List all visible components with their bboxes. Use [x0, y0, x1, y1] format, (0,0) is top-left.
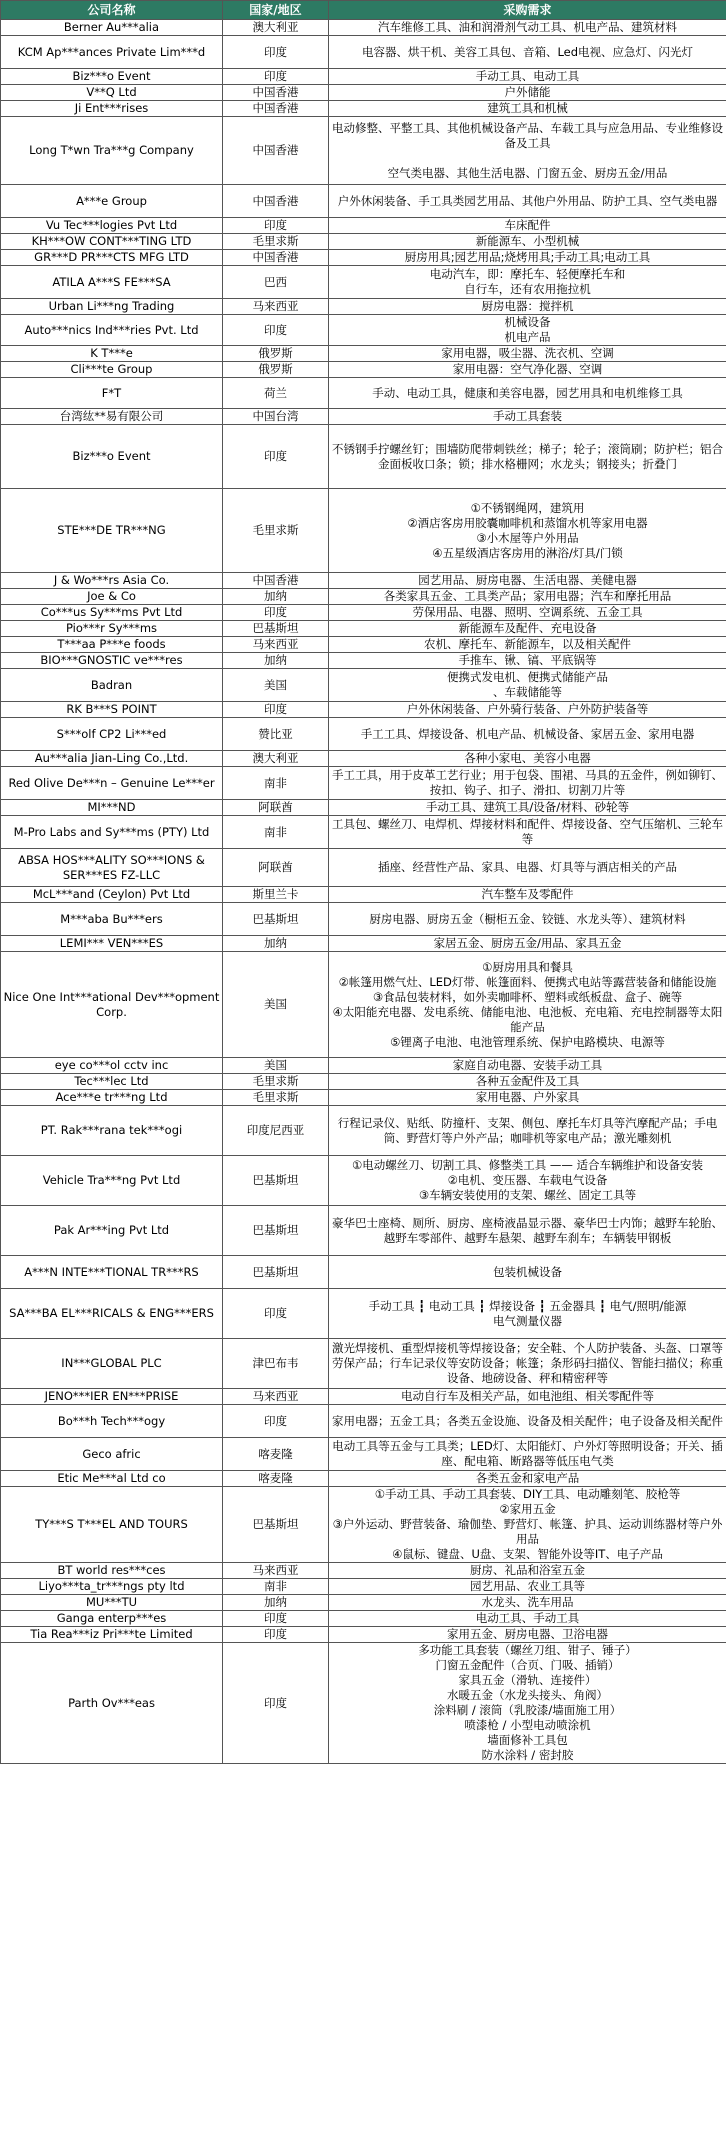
header-purchase-demand: 采购需求	[329, 1, 726, 20]
purchase-demand-cell: 家用电器：空气净化器、空调	[329, 362, 726, 378]
purchase-demand-cell: 各类五金和家电产品	[329, 1471, 726, 1487]
company-name-cell: M***aba Bu***ers	[1, 903, 223, 936]
table-row	[1, 1389, 726, 1405]
purchase-demand-cell: 电动工具等五金与工具类；LED灯、太阳能灯、户外灯等照明设备；开关、插座、配电箱、断路器等低压电气类	[329, 1438, 726, 1471]
purchase-demand-cell: 各种五金配件及工具	[329, 1074, 726, 1090]
table-row	[1, 315, 726, 346]
country-region-cell: 加纳	[223, 936, 329, 952]
country-region-cell: 印度	[223, 218, 329, 234]
table-row	[1, 1256, 726, 1289]
company-name-cell: SA***BA EL***RICALS & ENG***ERS	[1, 1289, 223, 1339]
table-row	[1, 69, 726, 85]
table-row	[1, 1438, 726, 1471]
company-name-cell: M-Pro Labs and Sy***ms (PTY) Ltd	[1, 816, 223, 849]
table-row	[1, 1487, 726, 1563]
country-region-cell: 斯里兰卡	[223, 887, 329, 903]
table-row	[1, 36, 726, 69]
header-country-region: 国家/地区	[223, 1, 329, 20]
table-row	[1, 489, 726, 573]
country-region-cell: 印度	[223, 1611, 329, 1627]
purchase-demand-cell: 厨房电器：搅拌机	[329, 299, 726, 315]
country-region-cell: 喀麦隆	[223, 1438, 329, 1471]
purchase-demand-cell: 手动工具套装	[329, 409, 726, 425]
company-name-cell: LEMI*** VEN***ES	[1, 936, 223, 952]
purchase-demand-cell: 电动工具、手动工具	[329, 1611, 726, 1627]
company-name-cell: Au***alia Jian-Ling Co.,Ltd.	[1, 751, 223, 767]
table-row	[1, 234, 726, 250]
country-region-cell: 马来西亚	[223, 1389, 329, 1405]
purchase-demand-cell: 户外储能	[329, 85, 726, 101]
table-row	[1, 751, 726, 767]
purchase-demand-cell: 户外休闲装备、户外骑行装备、户外防护装备等	[329, 702, 726, 718]
country-region-cell: 美国	[223, 669, 329, 702]
company-name-cell: Long T*wn Tra***g Company	[1, 117, 223, 185]
country-region-cell: 印度	[223, 702, 329, 718]
company-name-cell: A***e Group	[1, 185, 223, 218]
company-name-cell: JENO***IER EN***PRISE	[1, 1389, 223, 1405]
purchase-demand-cell: 电动自行车及相关产品，如电池组、相关零配件等	[329, 1389, 726, 1405]
table-row	[1, 1058, 726, 1074]
company-name-cell: McL***and (Ceylon) Pvt Ltd	[1, 887, 223, 903]
purchase-demand-cell: 工具包、螺丝刀、电焊机、焊接材料和配件、焊接设备、空气压缩机、三轮车等	[329, 816, 726, 849]
country-region-cell: 俄罗斯	[223, 362, 329, 378]
company-name-cell: RK B***S POINT	[1, 702, 223, 718]
table-row	[1, 936, 726, 952]
purchase-demand-cell: 手动工具、电动工具	[329, 69, 726, 85]
table-row	[1, 1563, 726, 1579]
table-row	[1, 378, 726, 409]
company-name-cell: ABSA HOS***ALITY SO***IONS & SER***ES FZ-LLC	[1, 849, 223, 887]
table-row	[1, 702, 726, 718]
purchase-demand-cell: 劳保用品、电器、照明、空调系统、五金工具	[329, 605, 726, 621]
table-row	[1, 849, 726, 887]
table-row	[1, 117, 726, 185]
table-row	[1, 85, 726, 101]
purchase-demand-cell: 厨房电器、厨房五金（橱柜五金、铰链、水龙头等）、建筑材料	[329, 903, 726, 936]
company-name-cell: Pak Ar***ing Pvt Ltd	[1, 1206, 223, 1256]
country-region-cell: 中国香港	[223, 101, 329, 117]
country-region-cell: 印度	[223, 1627, 329, 1643]
country-region-cell: 印度	[223, 315, 329, 346]
country-region-cell: 马来西亚	[223, 1563, 329, 1579]
company-name-cell: Ji Ent***rises	[1, 101, 223, 117]
table-row	[1, 816, 726, 849]
country-region-cell: 加纳	[223, 589, 329, 605]
purchase-demand-cell: 家庭自动电器、安装手动工具	[329, 1058, 726, 1074]
table-row	[1, 1090, 726, 1106]
purchase-demand-cell: 手动工具 ┇ 电动工具 ┇ 焊接设备 ┇ 五金器具 ┇ 电气/照明/能源 电气测量仪器	[329, 1289, 726, 1339]
company-name-cell: Vehicle Tra***ng Pvt Ltd	[1, 1156, 223, 1206]
country-region-cell: 巴基斯坦	[223, 1487, 329, 1563]
company-name-cell: Geco afric	[1, 1438, 223, 1471]
country-region-cell: 喀麦隆	[223, 1471, 329, 1487]
company-name-cell: Vu Tec***logies Pvt Ltd	[1, 218, 223, 234]
table-row	[1, 250, 726, 266]
purchase-demand-cell: 户外休闲装备、手工具类园艺用品、其他户外用品、防护工具、空气类电器	[329, 185, 726, 218]
purchase-demand-cell: 汽车整车及零配件	[329, 887, 726, 903]
company-name-cell: STE***DE TR***NG	[1, 489, 223, 573]
country-region-cell: 加纳	[223, 1595, 329, 1611]
purchase-demand-cell: ①不锈钢绳网，建筑用 ②酒店客房用胶囊咖啡机和蒸馏水机等家用电器 ③小木屋等户外用品 ④五星级酒店客房用的淋浴/灯具/门锁	[329, 489, 726, 573]
purchase-demand-cell: 汽车维修工具、油和润滑剂气动工具、机电产品、建筑材料	[329, 20, 726, 36]
table-row	[1, 1156, 726, 1206]
table-row	[1, 346, 726, 362]
purchase-demand-cell: 插座、经营性产品、家具、电器、灯具等与酒店相关的产品	[329, 849, 726, 887]
country-region-cell: 澳大利亚	[223, 20, 329, 36]
table-row	[1, 887, 726, 903]
country-region-cell: 中国台湾	[223, 409, 329, 425]
company-name-cell: F*T	[1, 378, 223, 409]
purchase-demand-cell: 各类家具五金、工具类产品；家用电器；汽车和摩托用品	[329, 589, 726, 605]
company-name-cell: Liyo***ta_tr***ngs pty ltd	[1, 1579, 223, 1595]
table-row	[1, 573, 726, 589]
country-region-cell: 毛里求斯	[223, 1090, 329, 1106]
country-region-cell: 赞比亚	[223, 718, 329, 751]
table-row	[1, 1106, 726, 1156]
company-name-cell: Biz***o Event	[1, 425, 223, 489]
purchase-demand-cell: 家用电器，吸尘器、洗衣机、空调	[329, 346, 726, 362]
country-region-cell: 巴基斯坦	[223, 1206, 329, 1256]
purchase-demand-cell: 包装机械设备	[329, 1256, 726, 1289]
table-row	[1, 1643, 726, 1764]
country-region-cell: 马来西亚	[223, 299, 329, 315]
table-body	[1, 20, 726, 1764]
table-row	[1, 266, 726, 299]
company-name-cell: Joe & Co	[1, 589, 223, 605]
purchase-demand-cell: 车床配件	[329, 218, 726, 234]
country-region-cell: 中国香港	[223, 85, 329, 101]
table-row	[1, 1339, 726, 1389]
company-name-cell: eye co***ol cctv inc	[1, 1058, 223, 1074]
purchase-demand-cell: 多功能工具套装（螺丝刀组、钳子、锤子） 门窗五金配件（合页、门吸、插销） 家具五金（滑轨、连接件） 水暖五金（水龙头接头、角阀） 涂料刷 / 滚筒（乳胶漆/墙面施工用） 喷漆枪 / 小型电动喷涂机 墙面修补工具包 防水涂料 / 密封胶	[329, 1643, 726, 1764]
purchase-demand-cell: 电动修整、平整工具、其他机械设备产品、车载工具与应急用品、专业维修设备及工具 空气类电器、其他生活电器、门窗五金、厨房五金/用品	[329, 117, 726, 185]
purchase-demand-cell: 厨房、礼品和浴室五金	[329, 1563, 726, 1579]
country-region-cell: 俄罗斯	[223, 346, 329, 362]
country-region-cell: 中国香港	[223, 250, 329, 266]
country-region-cell: 印度	[223, 1289, 329, 1339]
country-region-cell: 印度	[223, 1405, 329, 1438]
table-row	[1, 952, 726, 1058]
table-row	[1, 185, 726, 218]
purchase-demand-cell: 新能源车、小型机械	[329, 234, 726, 250]
country-region-cell: 澳大利亚	[223, 751, 329, 767]
company-name-cell: IN***GLOBAL PLC	[1, 1339, 223, 1389]
company-name-cell: Tec***lec Ltd	[1, 1074, 223, 1090]
purchase-demand-cell: 厨房用具;园艺用品;烧烤用具;手动工具;电动工具	[329, 250, 726, 266]
purchase-demand-cell: ①电动螺丝刀、切割工具、修整类工具 —— 适合车辆维护和设备安装 ②电机、变压器、车载电气设备 ③车辆安装使用的支架、螺丝、固定工具等	[329, 1156, 726, 1206]
company-name-cell: KH***OW CONT***TING LTD	[1, 234, 223, 250]
country-region-cell: 加纳	[223, 653, 329, 669]
purchase-demand-cell: 建筑工具和机械	[329, 101, 726, 117]
table-row	[1, 767, 726, 800]
company-name-cell: Tia Rea***iz Pri***te Limited	[1, 1627, 223, 1643]
company-name-cell: K T***e	[1, 346, 223, 362]
company-name-cell: TY***S T***EL AND TOURS	[1, 1487, 223, 1563]
company-name-cell: Cli***te Group	[1, 362, 223, 378]
purchase-demand-cell: 行程记录仪、贴纸、防撞杆、支架、侧包、摩托车灯具等汽摩配产品；手电筒、野营灯等户外产品；咖啡机等家电产品；激光雕刻机	[329, 1106, 726, 1156]
purchase-demand-cell: 电容器、烘干机、美容工具包、音箱、Led电视、应急灯、闪光灯	[329, 36, 726, 69]
country-region-cell: 津巴布韦	[223, 1339, 329, 1389]
company-name-cell: Urban Li***ng Trading	[1, 299, 223, 315]
country-region-cell: 印度	[223, 605, 329, 621]
company-name-cell: ATILA A***S FE***SA	[1, 266, 223, 299]
country-region-cell: 阿联酋	[223, 800, 329, 816]
country-region-cell: 巴西	[223, 266, 329, 299]
company-name-cell: Berner Au***alia	[1, 20, 223, 36]
country-region-cell: 巴基斯坦	[223, 621, 329, 637]
country-region-cell: 马来西亚	[223, 637, 329, 653]
company-name-cell: Ace***e tr***ng Ltd	[1, 1090, 223, 1106]
country-region-cell: 中国香港	[223, 117, 329, 185]
purchase-demand-cell: 家用电器；五金工具；各类五金设施、设备及相关配件；电子设备及相关配件	[329, 1405, 726, 1438]
table-row	[1, 101, 726, 117]
table-row	[1, 425, 726, 489]
company-name-cell: Nice One Int***ational Dev***opment Corp.	[1, 952, 223, 1058]
purchase-demand-cell: 园艺用品、农业工具等	[329, 1579, 726, 1595]
country-region-cell: 毛里求斯	[223, 1074, 329, 1090]
table-row	[1, 1579, 726, 1595]
company-name-cell: Ganga enterp***es	[1, 1611, 223, 1627]
country-region-cell: 南非	[223, 816, 329, 849]
purchase-demand-cell: 便携式发电机、便携式储能产品 、车载储能等	[329, 669, 726, 702]
table-row	[1, 589, 726, 605]
table-row	[1, 621, 726, 637]
country-region-cell: 荷兰	[223, 378, 329, 409]
table-row	[1, 800, 726, 816]
country-region-cell: 印度尼西亚	[223, 1106, 329, 1156]
purchase-demand-cell: 家用电器、户外家具	[329, 1090, 726, 1106]
purchase-demand-cell: 园艺用品、厨房电器、生活电器、美健电器	[329, 573, 726, 589]
table-row	[1, 299, 726, 315]
purchase-demand-cell: 各种小家电、美容小电器	[329, 751, 726, 767]
table-row	[1, 1405, 726, 1438]
company-name-cell: MU***TU	[1, 1595, 223, 1611]
table-row	[1, 218, 726, 234]
company-name-cell: Bo***h Tech***ogy	[1, 1405, 223, 1438]
table-row	[1, 718, 726, 751]
table-row	[1, 637, 726, 653]
company-name-cell: KCM Ap***ances Private Lim***d	[1, 36, 223, 69]
purchase-demand-cell: 手推车、锹、镐、平底锅等	[329, 653, 726, 669]
purchase-demand-cell: 手动工具、建筑工具/设备/材料、砂轮等	[329, 800, 726, 816]
company-name-cell: A***N INTE***TIONAL TR***RS	[1, 1256, 223, 1289]
company-name-cell: Biz***o Event	[1, 69, 223, 85]
table-row	[1, 1471, 726, 1487]
table-row	[1, 903, 726, 936]
country-region-cell: 阿联酋	[223, 849, 329, 887]
country-region-cell: 中国香港	[223, 573, 329, 589]
header-company-name: 公司名称	[1, 1, 223, 20]
country-region-cell: 毛里求斯	[223, 489, 329, 573]
purchase-demand-cell: 新能源车及配件、充电设备	[329, 621, 726, 637]
company-name-cell: PT. Rak***rana tek***ogi	[1, 1106, 223, 1156]
purchase-demand-cell: ①手动工具、手动工具套装、DIY工具、电动雕刻笔、胶枪等 ②家用五金 ③户外运动、野营装备、瑜伽垫、野营灯、帐篷、护具、运动训练器材等户外用品 ④鼠标、键盘、U盘、支架、智能外设等IT、电子产品	[329, 1487, 726, 1563]
country-region-cell: 巴基斯坦	[223, 1156, 329, 1206]
country-region-cell: 南非	[223, 1579, 329, 1595]
header-row	[1, 1, 726, 20]
table-row	[1, 1289, 726, 1339]
company-name-cell: V**Q Ltd	[1, 85, 223, 101]
company-name-cell: Auto***nics Ind***ries Pvt. Ltd	[1, 315, 223, 346]
company-name-cell: Etic Me***al Ltd co	[1, 1471, 223, 1487]
country-region-cell: 南非	[223, 767, 329, 800]
purchase-demand-cell: 农机、摩托车、新能源车，以及相关配件	[329, 637, 726, 653]
company-name-cell: Co***us Sy***ms Pvt Ltd	[1, 605, 223, 621]
company-name-cell: J & Wo***rs Asia Co.	[1, 573, 223, 589]
country-region-cell: 中国香港	[223, 185, 329, 218]
company-name-cell: Parth Ov***eas	[1, 1643, 223, 1764]
company-name-cell: 台湾纮**易有限公司	[1, 409, 223, 425]
table-row	[1, 1595, 726, 1611]
company-name-cell: T***aa P***e foods	[1, 637, 223, 653]
purchase-demand-cell: 家用五金、厨房电器、卫浴电器	[329, 1627, 726, 1643]
table-row	[1, 653, 726, 669]
purchase-demand-cell: 激光焊接机、重型焊接机等焊接设备；安全鞋、个人防护装备、头盔、口罩等劳保产品；行车记录仪等安防设备；帐篷；条形码扫描仪、智能扫描仪；称重设备、地磅设备、秤和精密秤等	[329, 1339, 726, 1389]
purchase-demand-cell: 机械设备 机电产品	[329, 315, 726, 346]
table-row	[1, 1611, 726, 1627]
table-row	[1, 1206, 726, 1256]
table-row	[1, 409, 726, 425]
purchase-demand-cell: 手工工具，用于皮革工艺行业；用于包袋、围裙、马具的五金件，例如铆钉、按扣、钩子、扣子、滑扣、切割刀片等	[329, 767, 726, 800]
country-region-cell: 印度	[223, 425, 329, 489]
country-region-cell: 印度	[223, 69, 329, 85]
company-name-cell: MI***ND	[1, 800, 223, 816]
purchase-demand-cell: 手工工具、焊接设备、机电产品、机械设备、家居五金、家用电器	[329, 718, 726, 751]
table-row	[1, 605, 726, 621]
table-row	[1, 20, 726, 36]
table-row	[1, 362, 726, 378]
purchase-demand-cell: 家居五金、厨房五金/用品、家具五金	[329, 936, 726, 952]
table-row	[1, 1627, 726, 1643]
table-row	[1, 669, 726, 702]
country-region-cell: 印度	[223, 1643, 329, 1764]
company-name-cell: Red Olive De***n – Genuine Le***er	[1, 767, 223, 800]
company-name-cell: GR***D PR***CTS MFG LTD	[1, 250, 223, 266]
country-region-cell: 美国	[223, 952, 329, 1058]
country-region-cell: 美国	[223, 1058, 329, 1074]
purchase-demand-cell: 电动汽车，即：摩托车、轻便摩托车和 自行车，还有农用拖拉机	[329, 266, 726, 299]
company-name-cell: BT world res***ces	[1, 1563, 223, 1579]
company-name-cell: BIO***GNOSTIC ve***res	[1, 653, 223, 669]
table-row	[1, 1074, 726, 1090]
country-region-cell: 巴基斯坦	[223, 903, 329, 936]
country-region-cell: 印度	[223, 36, 329, 69]
company-name-cell: Pio***r Sy***ms	[1, 621, 223, 637]
purchase-demand-cell: 不锈钢手拧螺丝钉；围墙防爬带刺铁丝；梯子；轮子；滚筒刷；防护栏；铝合金面板收口条；锁；排水格栅网；水龙头；钢接头；折叠门	[329, 425, 726, 489]
company-name-cell: S***olf CP2 Li***ed	[1, 718, 223, 751]
country-region-cell: 巴基斯坦	[223, 1256, 329, 1289]
company-name-cell: Badran	[1, 669, 223, 702]
purchase-demand-cell: 水龙头、洗车用品	[329, 1595, 726, 1611]
purchase-demand-cell: 手动、电动工具，健康和美容电器，园艺用具和电机维修工具	[329, 378, 726, 409]
purchase-demand-cell: ①厨房用具和餐具 ②帐篷用燃气灶、LED灯带、帐篷面料、便携式电站等露营装备和储能设施 ③食品包装材料，如外卖咖啡杯、塑料或纸板盘、盒子、碗等 ④太阳能充电器、发电系统、储能电池、电池板、充电箱、充电控制器等太阳能产品 ⑤锂离子电池、电池管理系统、保护电路模块、电源等	[329, 952, 726, 1058]
country-region-cell: 毛里求斯	[223, 234, 329, 250]
purchase-demand-cell: 豪华巴士座椅、厕所、厨房、座椅液晶显示器、豪华巴士内饰；越野车轮胎、越野车零部件、越野车悬架、越野车刹车；车辆装甲钢板	[329, 1206, 726, 1256]
